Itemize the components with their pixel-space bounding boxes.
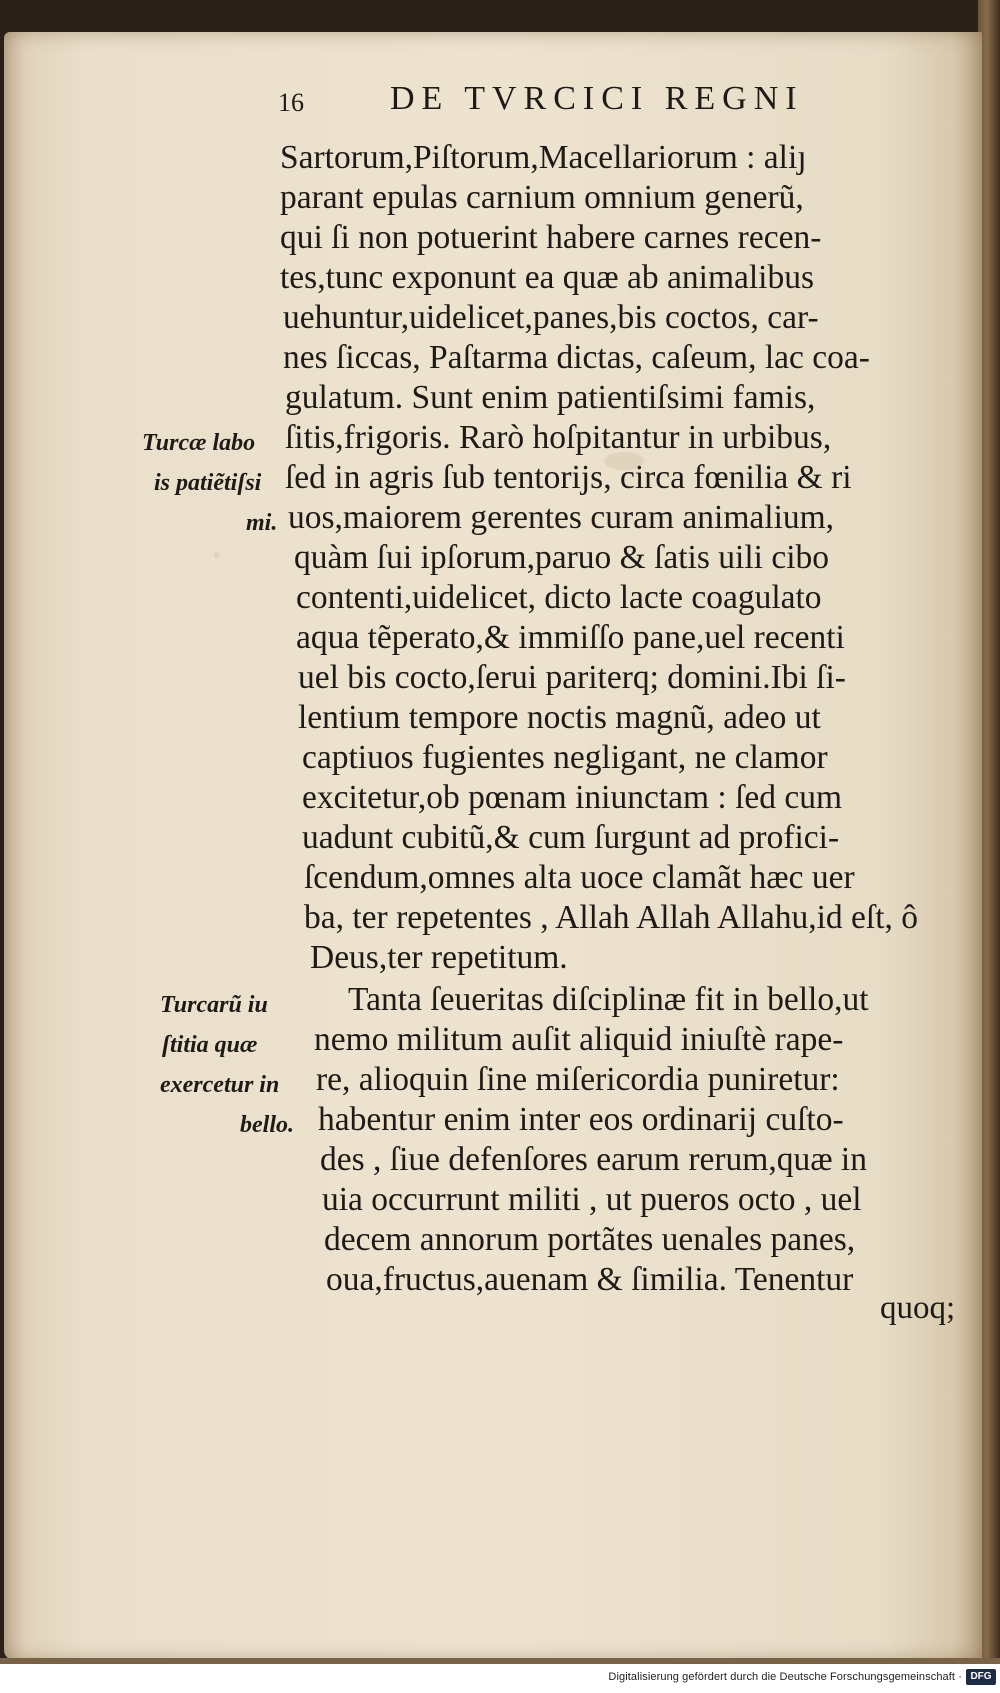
funding-credit: Digitalisierung gefördert durch die Deutsche Forschungsgemeinschaft · [608,1671,962,1683]
text-line: decem annorum portãtes uenales panes, [324,1221,856,1258]
text-line: qui ſi non potuerint habere carnes recen- [280,219,822,256]
text-line: ſed in agris ſub tentorijs, circa fœnilia & ri [285,459,852,496]
text-line: lentium tempore noctis magnũ, adeo ut [298,699,821,736]
text-line: habentur enim inter eos ordinarij cuſto- [318,1101,844,1138]
text-line: nes ſiccas, Paſtarma dictas, caſeum, lac coa- [283,339,870,376]
marginal-note: ſtitia quæ [162,1032,258,1058]
text-line: contenti,uidelicet, dicto lacte coagulato [296,579,822,616]
text-line: captiuos fugientes negligant, ne clamor [302,739,828,776]
text-line: nemo militum auſit aliquid iniuſtè rape- [314,1021,844,1058]
text-line: ſcendum,omnes alta uoce clamãt hæc uer [304,859,855,896]
text-line: ſitis,frigoris. Rarò hoſpitantur in urbibus, [285,419,832,456]
text-line: Sartorum,Piſtorum,Macellariorum : aliȷ [280,139,807,176]
catchword: quoq; [880,1290,956,1326]
text-line: gulatum. Sunt enim patientiſsimi famis, [285,379,816,416]
text-line: Tanta ſeueritas diſciplinæ fit in bello,ut [348,981,869,1018]
text-line: uel bis cocto,ſerui pariterq; domini.Ibi ſi- [298,659,846,696]
ink-speck [214,552,220,558]
text-line: des , ſiue defenſores earum rerum,quæ in [320,1141,867,1178]
marginal-note: exercetur in [160,1072,280,1098]
page-number: 16 [278,88,304,117]
text-line: uehuntur,uidelicet,panes,bis coctos, car- [283,299,819,336]
text-line: parant epulas carnium omnium generũ, [280,179,804,216]
text-line: Deus,ter repetitum. [310,939,568,976]
text-line: tes,tunc exponunt ea quæ ab animalibus [280,259,815,296]
text-line: uadunt cubitũ,& cum ſurgunt ad profici- [302,819,840,856]
marginal-note: bello. [240,1112,294,1138]
marginal-note: Turcarũ iu [160,992,268,1018]
text-line: excitetur,ob pœnam iniunctam : ſed cum [302,779,843,816]
text-line: oua,fructus,auenam & ſimilia. Tenentur [326,1261,854,1298]
text-line: ba, ter repetentes , Allah Allah Allahu,id eſt, ô [304,899,919,936]
text-line: re, alioquin ſine miſericordia puniretur: [316,1061,840,1098]
text-line: uia occurrunt militi , ut pueros octo , uel [322,1181,862,1218]
dfg-logo: DFG [966,1669,996,1685]
marginal-note: mi. [246,510,278,536]
text-line: aqua tẽperato,& immiſſo pane,uel recenti [296,619,845,656]
text-line: uos,maiorem gerentes curam animalium, [288,499,835,536]
marginal-note: is patiẽtiſsi [154,470,262,496]
page-title: DE TVRCICI REGNI [390,80,804,117]
marginal-note: Turcæ labo [142,430,256,456]
text-line: quàm ſui ipſorum,paruo & ſatis uili cibo [294,539,830,576]
